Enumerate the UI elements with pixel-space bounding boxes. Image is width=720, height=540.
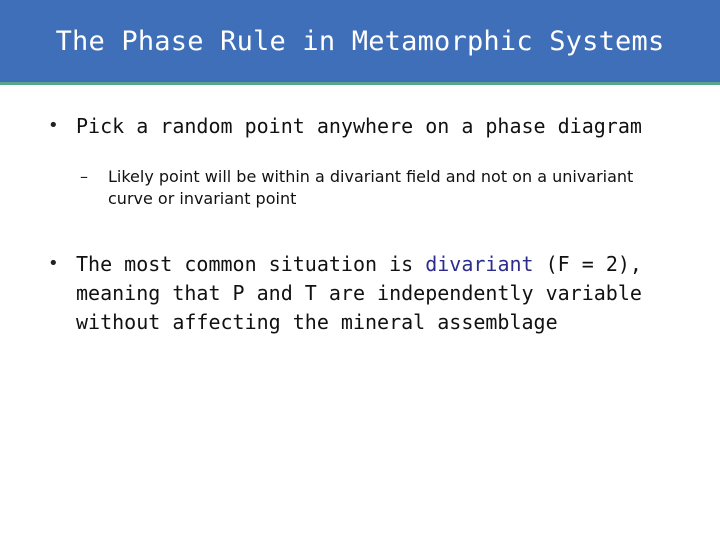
bullet-2 bbox=[48, 250, 648, 337]
sub-bullet-1-text: Likely point will be within a divariant field and not on a univariant curve or invariant point bbox=[108, 167, 634, 208]
bullet-2-text bbox=[76, 250, 648, 337]
bullet-2-text-after: (F = 2), meaning that P and T are independently variable without affecting the mineral assemblage bbox=[76, 252, 642, 334]
sub-bullet-marker: – bbox=[80, 167, 88, 186]
bullet-1 bbox=[48, 112, 688, 141]
bullet-2-text-before: The most common situation is bbox=[76, 252, 426, 276]
title-bar bbox=[0, 0, 720, 85]
bullet-marker: • bbox=[48, 115, 59, 136]
sub-bullet-1 bbox=[80, 166, 640, 210]
divariant-highlight: divariant bbox=[425, 252, 534, 276]
bullet-1-text: Pick a random point anywhere on a phase diagram bbox=[76, 114, 642, 138]
slide-title: The Phase Rule in Metamorphic Systems bbox=[55, 25, 665, 57]
bullet-marker: • bbox=[48, 253, 59, 274]
